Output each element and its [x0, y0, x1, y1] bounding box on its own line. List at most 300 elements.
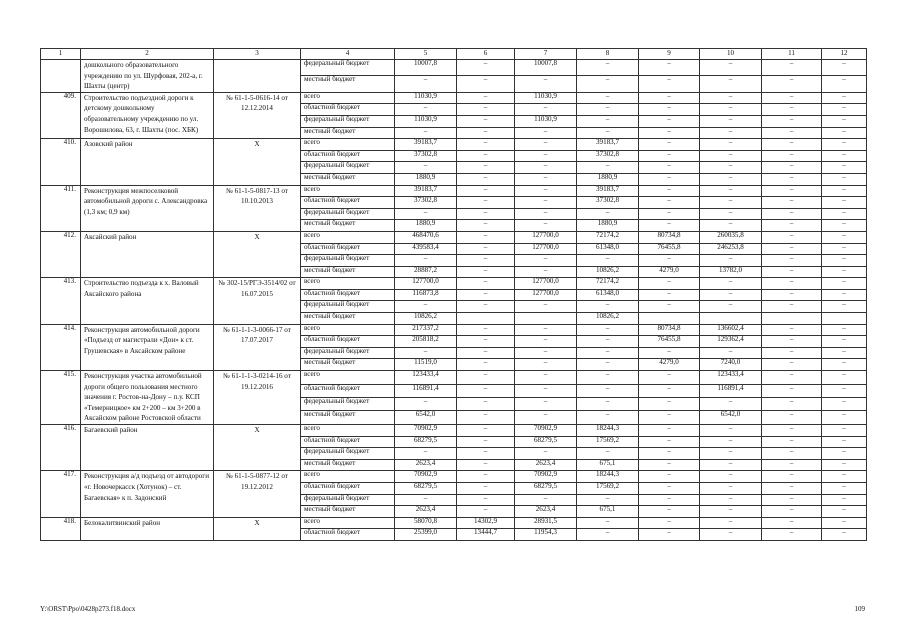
amount-cell: –: [515, 150, 577, 162]
amount-cell: –: [822, 336, 867, 348]
column-number-cell: 9: [639, 49, 700, 60]
amount-cell: 10826,2: [577, 313, 639, 325]
amount-cell: –: [762, 173, 822, 185]
amount-cell: 11030,9: [515, 92, 577, 104]
amount-cell: –: [822, 482, 867, 494]
amount-cell: 2623,4: [395, 459, 457, 471]
amount-cell: –: [639, 139, 700, 151]
funding-source: всего: [301, 278, 395, 290]
amount-cell: –: [577, 162, 639, 174]
amount-cell: 217337,2: [395, 324, 457, 336]
amount-cell: –: [639, 517, 700, 529]
amount-cell: –: [515, 371, 577, 384]
amount-cell: 68279,5: [515, 482, 577, 494]
funding-source: местный бюджет: [301, 127, 395, 139]
amount-cell: –: [457, 220, 515, 232]
amount-cell: –: [639, 278, 700, 290]
amount-cell: –: [457, 162, 515, 174]
amount-cell: –: [457, 104, 515, 116]
amount-cell: 6542,0: [700, 411, 762, 425]
table-row: [41, 517, 867, 529]
item-document: [214, 60, 301, 93]
amount-cell: –: [515, 324, 577, 336]
amount-cell: 10007,8: [515, 60, 577, 76]
amount-cell: –: [457, 384, 515, 397]
amount-cell: –: [700, 529, 762, 541]
amount-cell: –: [762, 425, 822, 437]
funding-source: всего: [301, 185, 395, 197]
column-number-cell: 5: [395, 49, 457, 60]
item-document: № 61-1-1-3-0066-17 от 17.07.2017: [214, 324, 301, 370]
amount-cell: –: [457, 371, 515, 384]
amount-cell: –: [822, 471, 867, 483]
amount-cell: –: [577, 371, 639, 384]
item-document: № 61-1-5-0877-12 от 19.12.2012: [214, 471, 301, 517]
amount-cell: –: [395, 127, 457, 139]
amount-cell: –: [639, 92, 700, 104]
amount-cell: –: [515, 255, 577, 267]
amount-cell: –: [822, 243, 867, 255]
amount-cell: 80734,8: [639, 231, 700, 243]
funding-source: федеральный бюджет: [301, 162, 395, 174]
amount-cell: –: [762, 529, 822, 541]
amount-cell: –: [457, 289, 515, 301]
amount-cell: –: [700, 208, 762, 220]
amount-cell: –: [515, 162, 577, 174]
amount-cell: –: [639, 347, 700, 359]
amount-cell: –: [577, 517, 639, 529]
amount-cell: 61348,0: [577, 289, 639, 301]
amount-cell: 675,1: [577, 459, 639, 471]
amount-cell: –: [762, 494, 822, 506]
amount-cell: –: [395, 76, 457, 92]
amount-cell: –: [457, 425, 515, 437]
item-number: 409.: [41, 92, 81, 138]
amount-cell: –: [577, 255, 639, 267]
amount-cell: 76455,8: [639, 243, 700, 255]
table-row: [41, 371, 867, 384]
amount-cell: 76455,8: [639, 336, 700, 348]
amount-cell: –: [639, 173, 700, 185]
amount-cell: –: [700, 347, 762, 359]
amount-cell: –: [457, 459, 515, 471]
amount-cell: –: [762, 185, 822, 197]
budget-table: [40, 48, 867, 541]
amount-cell: 116891,4: [700, 384, 762, 397]
amount-cell: –: [822, 494, 867, 506]
amount-cell: –: [515, 139, 577, 151]
amount-cell: –: [822, 115, 867, 127]
funding-source: всего: [301, 471, 395, 483]
table-row: [41, 471, 867, 483]
amount-cell: –: [395, 208, 457, 220]
amount-cell: –: [762, 231, 822, 243]
amount-cell: [700, 313, 762, 325]
amount-cell: –: [639, 459, 700, 471]
amount-cell: 80734,8: [639, 324, 700, 336]
amount-cell: –: [639, 398, 700, 411]
amount-cell: –: [457, 494, 515, 506]
funding-source: местный бюджет: [301, 220, 395, 232]
amount-cell: –: [762, 60, 822, 76]
amount-cell: –: [457, 197, 515, 209]
amount-cell: –: [822, 220, 867, 232]
amount-cell: –: [639, 115, 700, 127]
amount-cell: –: [700, 104, 762, 116]
amount-cell: –: [395, 398, 457, 411]
amount-cell: –: [639, 185, 700, 197]
amount-cell: –: [822, 76, 867, 92]
amount-cell: 11030,9: [395, 92, 457, 104]
amount-cell: 127700,0: [395, 278, 457, 290]
amount-cell: –: [762, 336, 822, 348]
amount-cell: –: [700, 517, 762, 529]
amount-cell: –: [577, 60, 639, 76]
amount-cell: 10007,8: [395, 60, 457, 76]
amount-cell: 37302,8: [577, 150, 639, 162]
amount-cell: –: [639, 104, 700, 116]
amount-cell: –: [700, 459, 762, 471]
amount-cell: [515, 313, 577, 325]
amount-cell: –: [700, 127, 762, 139]
funding-source: областной бюджет: [301, 436, 395, 448]
amount-cell: –: [639, 301, 700, 313]
amount-cell: –: [577, 92, 639, 104]
amount-cell: –: [577, 448, 639, 460]
amount-cell: –: [515, 448, 577, 460]
amount-cell: –: [822, 173, 867, 185]
amount-cell: 127700,0: [515, 243, 577, 255]
amount-cell: –: [515, 411, 577, 425]
amount-cell: 39183,7: [395, 139, 457, 151]
amount-cell: 39183,7: [577, 185, 639, 197]
amount-cell: –: [457, 255, 515, 267]
amount-cell: 675,1: [577, 506, 639, 518]
amount-cell: –: [639, 436, 700, 448]
amount-cell: –: [577, 347, 639, 359]
amount-cell: –: [639, 471, 700, 483]
funding-source: областной бюджет: [301, 384, 395, 397]
funding-source: федеральный бюджет: [301, 301, 395, 313]
amount-cell: –: [515, 185, 577, 197]
amount-cell: 13782,0: [700, 266, 762, 278]
amount-cell: –: [822, 197, 867, 209]
amount-cell: –: [822, 384, 867, 397]
amount-cell: –: [822, 324, 867, 336]
amount-cell: 28887,2: [395, 266, 457, 278]
amount-cell: 58070,8: [395, 517, 457, 529]
funding-source: местный бюджет: [301, 76, 395, 92]
amount-cell: –: [762, 162, 822, 174]
amount-cell: 439583,4: [395, 243, 457, 255]
amount-cell: –: [639, 150, 700, 162]
amount-cell: [762, 313, 822, 325]
amount-cell: –: [762, 208, 822, 220]
amount-cell: 37302,8: [577, 197, 639, 209]
amount-cell: –: [395, 448, 457, 460]
amount-cell: –: [822, 347, 867, 359]
amount-cell: –: [577, 398, 639, 411]
amount-cell: –: [700, 471, 762, 483]
amount-cell: –: [577, 76, 639, 92]
amount-cell: –: [762, 243, 822, 255]
amount-cell: –: [457, 127, 515, 139]
amount-cell: –: [762, 220, 822, 232]
item-document: № 61-1-5-0616-14 от 12.12.2014: [214, 92, 301, 138]
amount-cell: –: [762, 506, 822, 518]
funding-source: областной бюджет: [301, 150, 395, 162]
amount-cell: –: [822, 150, 867, 162]
item-name: Реконструкция а/д подъезд от автодороги «г. Новочеркасск (Хотунок) – ст. Багаевская» к п. Задонский: [81, 471, 214, 517]
amount-cell: –: [762, 289, 822, 301]
column-number-cell: 4: [301, 49, 395, 60]
amount-cell: 37302,8: [395, 150, 457, 162]
amount-cell: –: [577, 494, 639, 506]
amount-cell: 2623,4: [515, 459, 577, 471]
amount-cell: 61348,0: [577, 243, 639, 255]
amount-cell: 116873,8: [395, 289, 457, 301]
amount-cell: 11954,3: [515, 529, 577, 541]
amount-cell: –: [457, 278, 515, 290]
amount-cell: –: [457, 139, 515, 151]
amount-cell: –: [395, 494, 457, 506]
amount-cell: –: [577, 411, 639, 425]
amount-cell: –: [515, 127, 577, 139]
amount-cell: –: [577, 384, 639, 397]
item-document: № 302-15/РГЭ-3514/02 от 16.07.2015: [214, 278, 301, 324]
amount-cell: –: [822, 301, 867, 313]
amount-cell: –: [639, 76, 700, 92]
amount-cell: –: [639, 411, 700, 425]
amount-cell: 68279,5: [395, 482, 457, 494]
funding-source: местный бюджет: [301, 359, 395, 371]
amount-cell: –: [457, 301, 515, 313]
amount-cell: 70902,9: [515, 471, 577, 483]
table-row: [41, 185, 867, 197]
amount-cell: –: [762, 76, 822, 92]
amount-cell: –: [700, 173, 762, 185]
amount-cell: –: [577, 104, 639, 116]
amount-cell: –: [515, 336, 577, 348]
amount-cell: 2623,4: [395, 506, 457, 518]
amount-cell: –: [457, 324, 515, 336]
funding-source: местный бюджет: [301, 459, 395, 471]
funding-source: всего: [301, 92, 395, 104]
amount-cell: 17569,2: [577, 436, 639, 448]
amount-cell: –: [457, 115, 515, 127]
amount-cell: –: [822, 411, 867, 425]
amount-cell: 468470,6: [395, 231, 457, 243]
amount-cell: –: [822, 425, 867, 437]
amount-cell: –: [457, 398, 515, 411]
amount-cell: –: [515, 104, 577, 116]
amount-cell: –: [457, 243, 515, 255]
funding-source: местный бюджет: [301, 266, 395, 278]
funding-source: всего: [301, 231, 395, 243]
amount-cell: 127700,0: [515, 278, 577, 290]
amount-cell: 205818,2: [395, 336, 457, 348]
amount-cell: –: [762, 517, 822, 529]
amount-cell: –: [457, 411, 515, 425]
amount-cell: –: [700, 289, 762, 301]
amount-cell: –: [762, 371, 822, 384]
amount-cell: 11519,0: [395, 359, 457, 371]
amount-cell: –: [822, 104, 867, 116]
funding-source: областной бюджет: [301, 482, 395, 494]
amount-cell: –: [822, 436, 867, 448]
table-row: [41, 92, 867, 104]
amount-cell: –: [457, 448, 515, 460]
item-document: Х: [214, 425, 301, 471]
amount-cell: –: [762, 347, 822, 359]
funding-source: областной бюджет: [301, 243, 395, 255]
amount-cell: 70902,9: [515, 425, 577, 437]
item-name: Белокалитвинский район: [81, 517, 214, 540]
item-document: № 61-1-5-0817-13 от 10.10.2013: [214, 185, 301, 231]
amount-cell: –: [700, 436, 762, 448]
amount-cell: –: [639, 529, 700, 541]
amount-cell: –: [639, 425, 700, 437]
amount-cell: –: [639, 162, 700, 174]
amount-cell: –: [639, 384, 700, 397]
amount-cell: –: [700, 60, 762, 76]
amount-cell: –: [822, 359, 867, 371]
item-name: дошкольного образовательного учреждению по ул. Шурфовая, 202-а, г. Шахты (центр): [81, 60, 214, 93]
funding-source: областной бюджет: [301, 529, 395, 541]
page-number: 109: [854, 605, 865, 613]
funding-source: федеральный бюджет: [301, 494, 395, 506]
item-number: 415.: [41, 371, 81, 425]
amount-cell: –: [639, 506, 700, 518]
amount-cell: –: [700, 448, 762, 460]
amount-cell: –: [762, 278, 822, 290]
amount-cell: –: [762, 115, 822, 127]
amount-cell: 28931,5: [515, 517, 577, 529]
item-number: 413.: [41, 278, 81, 324]
amount-cell: 10826,2: [395, 313, 457, 325]
table-row: [41, 60, 867, 76]
amount-cell: –: [577, 127, 639, 139]
item-name: Багаевский район: [81, 425, 214, 471]
column-number-cell: 1: [41, 49, 81, 60]
funding-source: федеральный бюджет: [301, 208, 395, 220]
amount-cell: –: [700, 506, 762, 518]
amount-cell: –: [457, 266, 515, 278]
amount-cell: –: [457, 506, 515, 518]
funding-source: местный бюджет: [301, 411, 395, 425]
amount-cell: 129362,4: [700, 336, 762, 348]
amount-cell: –: [700, 115, 762, 127]
amount-cell: –: [515, 173, 577, 185]
amount-cell: 123433,4: [395, 371, 457, 384]
item-name: Азовский район: [81, 139, 214, 185]
amount-cell: –: [762, 266, 822, 278]
amount-cell: –: [639, 127, 700, 139]
amount-cell: –: [639, 289, 700, 301]
amount-cell: –: [700, 278, 762, 290]
amount-cell: –: [822, 127, 867, 139]
amount-cell: 1880,9: [395, 173, 457, 185]
amount-cell: [822, 313, 867, 325]
amount-cell: 246253,8: [700, 243, 762, 255]
amount-cell: [457, 313, 515, 325]
amount-cell: –: [822, 92, 867, 104]
amount-cell: –: [457, 150, 515, 162]
amount-cell: –: [639, 255, 700, 267]
item-number: 410.: [41, 139, 81, 185]
amount-cell: [639, 313, 700, 325]
amount-cell: –: [515, 359, 577, 371]
amount-cell: –: [457, 482, 515, 494]
amount-cell: –: [395, 301, 457, 313]
column-number-cell: 12: [822, 49, 867, 60]
funding-source: федеральный бюджет: [301, 347, 395, 359]
amount-cell: –: [515, 398, 577, 411]
amount-cell: 18244,3: [577, 471, 639, 483]
funding-source: местный бюджет: [301, 173, 395, 185]
amount-cell: –: [700, 494, 762, 506]
amount-cell: –: [457, 347, 515, 359]
funding-source: всего: [301, 517, 395, 529]
amount-cell: –: [577, 529, 639, 541]
item-name: Реконструкция участка автомобильной дороги общего пользования местного значения г. Ростов-на-Дону – п.у. КСП «Темерницкое» км 2+200 – км 3+200 в Аксайском районе Ростовской области: [81, 371, 214, 425]
funding-source: местный бюджет: [301, 506, 395, 518]
funding-source: федеральный бюджет: [301, 448, 395, 460]
amount-cell: –: [639, 197, 700, 209]
budget-table-container: [40, 48, 867, 541]
amount-cell: –: [515, 76, 577, 92]
amount-cell: –: [577, 115, 639, 127]
amount-cell: –: [639, 494, 700, 506]
amount-cell: –: [577, 359, 639, 371]
amount-cell: –: [457, 336, 515, 348]
item-number: 411.: [41, 185, 81, 231]
column-number-cell: 2: [81, 49, 214, 60]
amount-cell: –: [639, 482, 700, 494]
amount-cell: –: [457, 92, 515, 104]
amount-cell: 37302,8: [395, 197, 457, 209]
amount-cell: –: [822, 139, 867, 151]
amount-cell: –: [762, 411, 822, 425]
amount-cell: –: [515, 266, 577, 278]
amount-cell: 72174,2: [577, 231, 639, 243]
amount-cell: –: [700, 197, 762, 209]
amount-cell: –: [822, 371, 867, 384]
amount-cell: –: [639, 220, 700, 232]
amount-cell: 17569,2: [577, 482, 639, 494]
amount-cell: –: [700, 76, 762, 92]
funding-source: областной бюджет: [301, 104, 395, 116]
amount-cell: –: [515, 384, 577, 397]
funding-source: местный бюджет: [301, 313, 395, 325]
funding-source: федеральный бюджет: [301, 255, 395, 267]
amount-cell: –: [639, 60, 700, 76]
funding-source: федеральный бюджет: [301, 398, 395, 411]
amount-cell: –: [457, 436, 515, 448]
amount-cell: 14302,9: [457, 517, 515, 529]
amount-cell: –: [577, 301, 639, 313]
amount-cell: –: [700, 482, 762, 494]
table-row: [41, 278, 867, 290]
amount-cell: –: [762, 197, 822, 209]
table-row: [41, 139, 867, 151]
item-number: 418.: [41, 517, 81, 540]
amount-cell: 7240,0: [700, 359, 762, 371]
amount-cell: 13444,7: [457, 529, 515, 541]
amount-cell: –: [762, 255, 822, 267]
amount-cell: –: [762, 359, 822, 371]
amount-cell: –: [762, 482, 822, 494]
